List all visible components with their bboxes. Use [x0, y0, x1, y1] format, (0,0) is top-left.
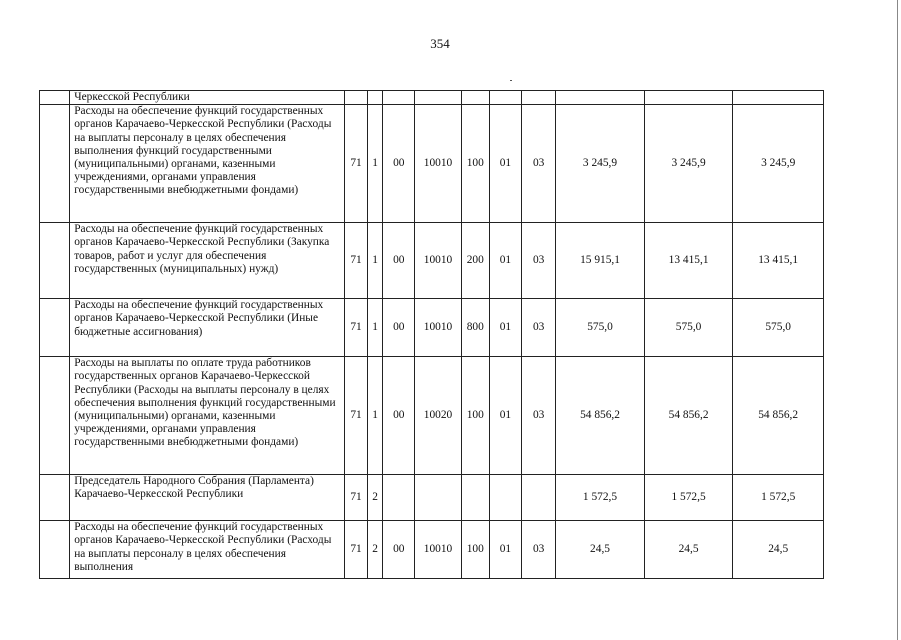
code-pr [383, 475, 415, 521]
code-vr: 200 [461, 223, 489, 299]
code-rz: 1 [368, 105, 383, 223]
row-index-cell [40, 91, 70, 105]
code-a: 01 [489, 223, 521, 299]
row-index-cell [40, 521, 70, 579]
code-b: 03 [522, 357, 556, 475]
item-name: Расходы на обеспечение функций государственных органов Карачаево-Черкесской Республики (Иные бюджетные ассигнования) [70, 299, 345, 357]
code-a: 01 [489, 299, 521, 357]
code-vr: 800 [461, 299, 489, 357]
amount-3: 3 245,9 [733, 105, 824, 223]
code-vr: 100 [461, 521, 489, 579]
table-row [40, 475, 824, 521]
code-gr: 71 [344, 357, 367, 475]
item-name: Расходы на выплаты по оплате труда работников государственных органов Карачаево-Черкесской Республики (Расходы на выплаты персоналу в целях обеспечения выполнения функций государственными (муниципальными) органами, казенными учреждениями, органами управления государственными внебюджетными фондами) [70, 357, 345, 475]
amount-2: 24,5 [644, 521, 733, 579]
code-gr [344, 91, 367, 105]
amount-2: 3 245,9 [644, 105, 733, 223]
code-gr: 71 [344, 475, 367, 521]
amount-1: 3 245,9 [556, 105, 645, 223]
amount-1: 575,0 [556, 299, 645, 357]
item-name: Расходы на обеспечение функций государственных органов Карачаево-Черкесской Республики (Закупка товаров, работ и услуг для обеспечения государственных (муниципальных) нужд) [70, 223, 345, 299]
code-cs [415, 475, 461, 521]
code-pr: 00 [383, 357, 415, 475]
code-pr: 00 [383, 223, 415, 299]
amount-1: 15 915,1 [556, 223, 645, 299]
table-row [40, 521, 824, 579]
code-gr: 71 [344, 299, 367, 357]
code-vr [461, 475, 489, 521]
table-row [40, 91, 824, 105]
amount-3: 575,0 [733, 299, 824, 357]
amount-2: 575,0 [644, 299, 733, 357]
code-pr [383, 91, 415, 105]
code-vr: 100 [461, 105, 489, 223]
code-a: 01 [489, 105, 521, 223]
amount-3 [733, 91, 824, 105]
code-b: 03 [522, 105, 556, 223]
item-name: Расходы на обеспечение функций государственных органов Карачаево-Черкесской Республики (Расходы на выплаты персоналу в целях обеспечения выполнения функций государственными (муниципальными) органами, казенными учреждениями, органами управления государственными внебюджетными фондами) [70, 105, 345, 223]
code-vr: 100 [461, 357, 489, 475]
row-index-cell [40, 223, 70, 299]
amount-2: 1 572,5 [644, 475, 733, 521]
code-cs: 10010 [415, 105, 461, 223]
amount-2: 13 415,1 [644, 223, 733, 299]
code-gr: 71 [344, 223, 367, 299]
amount-3: 24,5 [733, 521, 824, 579]
code-b [522, 475, 556, 521]
code-gr: 71 [344, 105, 367, 223]
code-a: 01 [489, 357, 521, 475]
code-pr: 00 [383, 299, 415, 357]
amount-3: 54 856,2 [733, 357, 824, 475]
code-rz: 1 [368, 357, 383, 475]
code-pr: 00 [383, 521, 415, 579]
amount-3: 1 572,5 [733, 475, 824, 521]
code-a: 01 [489, 521, 521, 579]
table-row [40, 299, 824, 357]
code-rz [368, 91, 383, 105]
item-name: Расходы на обеспечение функций государственных органов Карачаево-Черкесской Республики (Расходы на выплаты персоналу в целях обеспечения выполнения [70, 521, 345, 579]
code-vr [461, 91, 489, 105]
amount-3: 13 415,1 [733, 223, 824, 299]
code-b [522, 91, 556, 105]
code-cs [415, 91, 461, 105]
code-pr: 00 [383, 105, 415, 223]
amount-1 [556, 91, 645, 105]
code-rz: 2 [368, 475, 383, 521]
item-name: Председатель Народного Собрания (Парламента) Карачаево-Черкесской Республики [70, 475, 345, 521]
code-b: 03 [522, 521, 556, 579]
code-cs: 10010 [415, 521, 461, 579]
table-row [40, 105, 824, 223]
amount-2: 54 856,2 [644, 357, 733, 475]
row-index-cell [40, 105, 70, 223]
amount-2 [644, 91, 733, 105]
code-b: 03 [522, 223, 556, 299]
code-a [489, 91, 521, 105]
scan-artifact [510, 80, 512, 81]
budget-table [39, 90, 824, 579]
code-cs: 10010 [415, 299, 461, 357]
code-rz: 2 [368, 521, 383, 579]
amount-1: 1 572,5 [556, 475, 645, 521]
row-index-cell [40, 299, 70, 357]
page-number: 354 [430, 36, 450, 51]
amount-1: 54 856,2 [556, 357, 645, 475]
table-row [40, 223, 824, 299]
amount-1: 24,5 [556, 521, 645, 579]
row-index-cell [40, 357, 70, 475]
code-a [489, 475, 521, 521]
code-cs: 10010 [415, 223, 461, 299]
item-name: Черкесской Республики [70, 91, 345, 105]
code-b: 03 [522, 299, 556, 357]
code-rz: 1 [368, 299, 383, 357]
code-gr: 71 [344, 521, 367, 579]
code-rz: 1 [368, 223, 383, 299]
table-row [40, 357, 824, 475]
code-cs: 10020 [415, 357, 461, 475]
scan-edge [897, 0, 898, 640]
row-index-cell [40, 475, 70, 521]
